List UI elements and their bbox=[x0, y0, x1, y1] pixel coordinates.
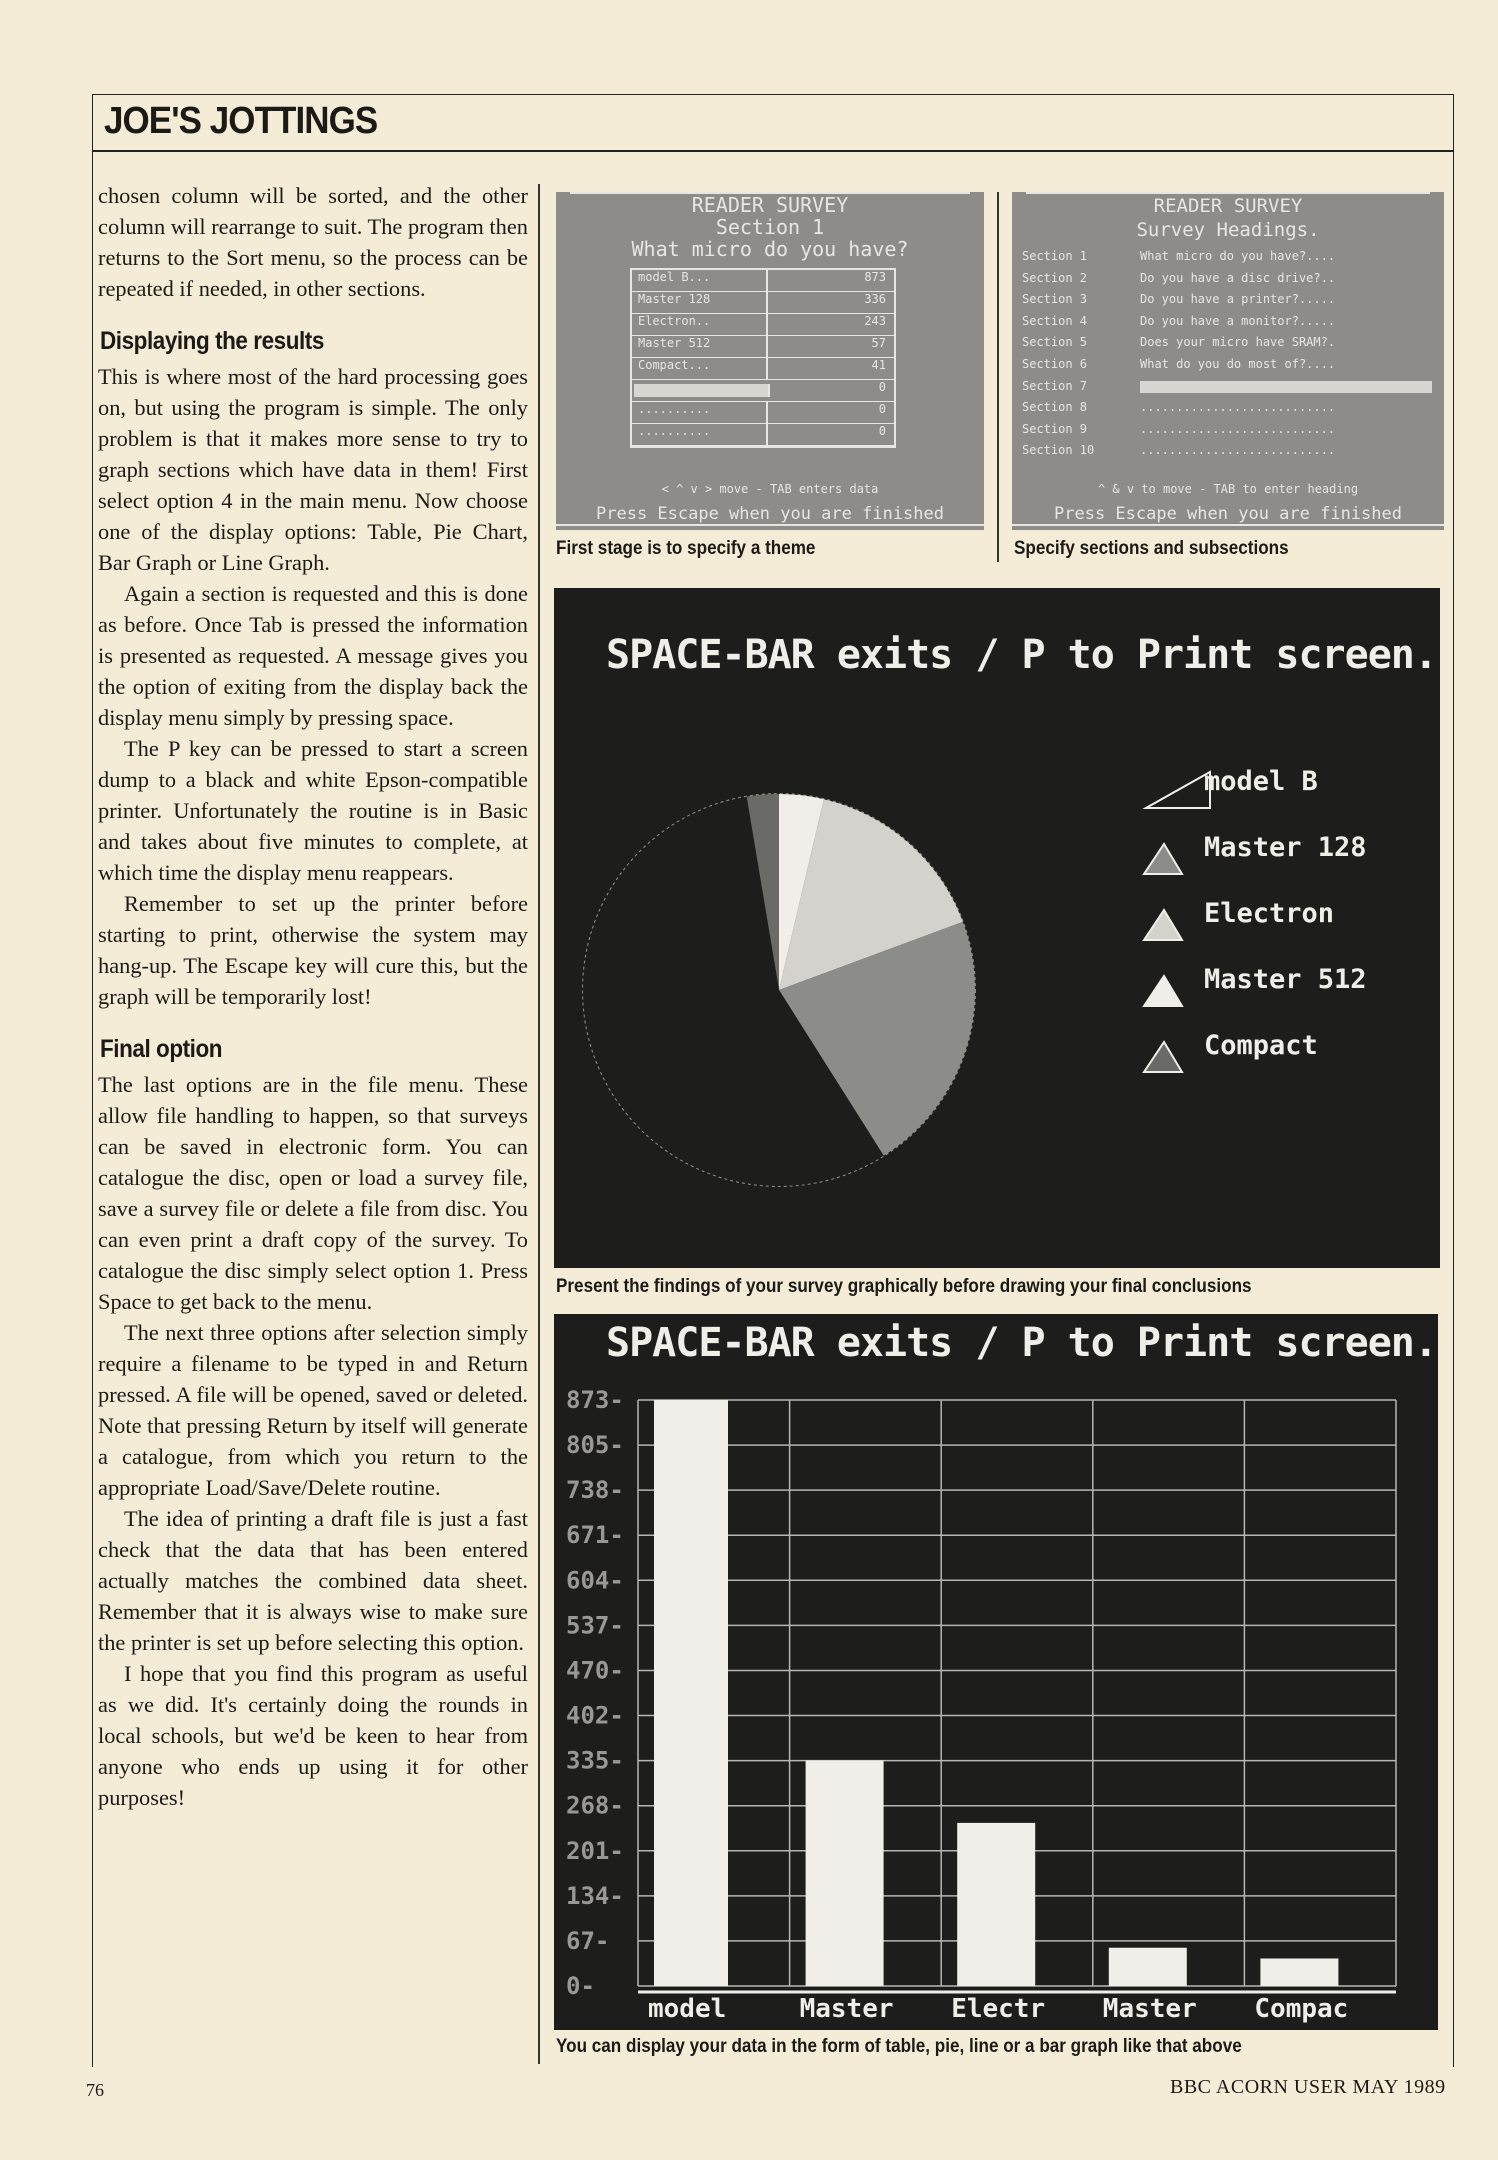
legend-label: Master 512 bbox=[1204, 964, 1367, 995]
x-tick-label: model bbox=[648, 1994, 727, 2024]
y-tick-label: 738- bbox=[566, 1476, 624, 1505]
y-tick-label: 134- bbox=[566, 1881, 624, 1910]
bar bbox=[957, 1823, 1035, 1986]
section-text: What micro do you have?.... bbox=[1140, 249, 1336, 263]
section-text: ........................... bbox=[1140, 443, 1336, 458]
screen-footer: Press Escape when you are finished bbox=[1012, 504, 1444, 526]
screen-subtitle: Section 1 bbox=[715, 215, 825, 239]
section-label: Section 6 bbox=[1022, 356, 1088, 371]
row-value: 41 bbox=[871, 358, 886, 372]
list-item bbox=[1022, 354, 1440, 376]
row-label: Master 512 bbox=[632, 336, 768, 357]
row-value: 243 bbox=[864, 314, 886, 328]
section-label: Section 8 bbox=[1022, 400, 1088, 415]
paragraph: The next three options after selection simply require a filename to be typed in and Return pressed. A file will be opened, saved or deleted. Note that pressing Return by itself will generate a catalogue, from which you return to the appropriate Load/Save/Delete routine. bbox=[98, 1320, 528, 1500]
page-title: JOE'S JOTTINGS bbox=[104, 100, 378, 142]
pie-heading: SPACE-BAR exits / P to Print screen. bbox=[606, 632, 1437, 678]
screen-question: What micro do you have? bbox=[631, 237, 909, 261]
list-item bbox=[1022, 246, 1440, 268]
caption: First stage is to specify a theme bbox=[556, 538, 816, 559]
legend-swatch bbox=[1144, 976, 1182, 1006]
bar-chart bbox=[554, 1314, 1438, 2030]
legend-label: Master 128 bbox=[1204, 832, 1367, 863]
list-item bbox=[1022, 397, 1440, 419]
magazine-footer: BBC ACORN USER MAY 1989 bbox=[1170, 2076, 1446, 2098]
caption: Specify sections and subsections bbox=[1014, 538, 1289, 559]
pie-chart-screen bbox=[554, 588, 1440, 1268]
section-label: Section 7 bbox=[1022, 378, 1088, 393]
section-label: Section 3 bbox=[1022, 292, 1088, 307]
x-tick-label: Master bbox=[1102, 1994, 1197, 2024]
section-label: Section 5 bbox=[1022, 335, 1088, 350]
list-item bbox=[1022, 268, 1440, 290]
screen-help: ^ & v to move - TAB to enter heading bbox=[1097, 482, 1359, 496]
bar bbox=[806, 1760, 884, 1986]
x-tick-label: Electr bbox=[951, 1994, 1046, 2024]
bar bbox=[1260, 1958, 1338, 1986]
row-label: .......... bbox=[632, 402, 768, 423]
table-row bbox=[632, 314, 894, 336]
section-text: Do you have a printer?..... bbox=[1140, 292, 1336, 307]
table-row bbox=[632, 336, 894, 358]
x-tick-label: Master bbox=[799, 1994, 894, 2024]
y-tick-label: 0- bbox=[566, 1972, 595, 2000]
subheading: Final option bbox=[100, 1035, 223, 1063]
screen-title: READER SURVEY bbox=[570, 192, 970, 216]
section-text: ........................... bbox=[1140, 400, 1336, 415]
paragraph: I hope that you find this program as useful as we did. It's certainly doing the rounds in local schools, but we'd be keen to hear from anyone who ends up using it for other purposes! bbox=[98, 1661, 528, 1810]
y-tick-label: 805- bbox=[566, 1431, 624, 1460]
legend-swatch bbox=[1146, 772, 1210, 808]
section-text: Does your micro have SRAM?. bbox=[1140, 335, 1336, 350]
caption: Present the findings of your survey graphically before drawing your final conclusions bbox=[556, 1276, 1252, 1297]
list-item bbox=[1022, 332, 1440, 354]
header-rule bbox=[92, 150, 1454, 152]
paragraph: This is where most of the hard processing goes on, but using the program is simple. The only problem is that it makes more sense to try to graph sections which have data in them! First select option 4 in the main menu. Now choose one of the display options: Table, Pie Chart, Bar Graph or Line Graph. bbox=[98, 364, 528, 575]
section-text: What do you do most of?.... bbox=[1140, 356, 1336, 371]
row-value: 0 bbox=[878, 402, 886, 416]
section-text: Do you have a disc drive?.. bbox=[1140, 270, 1336, 285]
section-label: Section 10 bbox=[1022, 443, 1095, 458]
section-text: Do you have a monitor?..... bbox=[1140, 313, 1336, 328]
survey-section-screen bbox=[556, 192, 984, 530]
list-item bbox=[1022, 440, 1440, 462]
table-row bbox=[632, 292, 894, 314]
figure-divider bbox=[997, 192, 999, 562]
list-item bbox=[1022, 311, 1440, 333]
section-label: Section 1 bbox=[1022, 249, 1088, 263]
table-row bbox=[632, 358, 894, 380]
screen-help: < ^ v > move - TAB enters data bbox=[661, 482, 879, 496]
row-label: Master 128 bbox=[632, 292, 768, 313]
legend-label: Electron bbox=[1204, 898, 1335, 929]
survey-table bbox=[630, 268, 896, 448]
y-tick-label: 873- bbox=[566, 1386, 624, 1414]
section-text: ........................... bbox=[1140, 421, 1336, 436]
pie-chart bbox=[554, 588, 1440, 1268]
paragraph: The idea of printing a draft file is just a fast check that the data that has been entered actually matches the combined data sheet. Remember that it is always wise to make sure the printer is set up before selecting this option. bbox=[98, 1506, 528, 1655]
y-tick-label: 604- bbox=[566, 1566, 624, 1595]
survey-headings-screen bbox=[1012, 192, 1444, 530]
legend-label: Compact bbox=[1204, 1030, 1318, 1061]
legend-swatch bbox=[1144, 910, 1182, 940]
bar-heading: SPACE-BAR exits / P to Print screen. bbox=[606, 1320, 1437, 1366]
bar bbox=[1109, 1948, 1187, 1986]
row-value: 0 bbox=[878, 380, 886, 394]
table-row bbox=[632, 424, 894, 446]
caption: You can display your data in the form of table, pie, line or a bar graph like that above bbox=[556, 2036, 1242, 2057]
y-tick-label: 201- bbox=[566, 1836, 624, 1865]
screen-subtitle: Survey Headings. bbox=[1136, 219, 1320, 241]
page-number: 76 bbox=[86, 2080, 104, 2100]
headings-list bbox=[1022, 246, 1440, 462]
y-tick-label: 470- bbox=[566, 1656, 624, 1685]
row-label: .......... bbox=[632, 424, 768, 445]
list-item bbox=[1022, 289, 1440, 311]
y-tick-label: 402- bbox=[566, 1701, 624, 1730]
row-value: 336 bbox=[864, 292, 886, 306]
paragraph: chosen column will be sorted, and the other column will rearrange to suit. The program then returns to the Sort menu, so the process can be repeated if needed, in other sections. bbox=[98, 183, 528, 301]
paragraph: The P key can be pressed to start a screen dump to a black and white Epson-compatible printer. Unfortunately the routine is in Basic and takes about five minutes to complete, at which time the display menu reappears. bbox=[98, 736, 528, 885]
section-label: Section 2 bbox=[1022, 270, 1088, 285]
y-tick-label: 335- bbox=[566, 1746, 624, 1775]
table-row bbox=[632, 270, 894, 292]
subheading: Displaying the results bbox=[100, 327, 324, 355]
bar bbox=[654, 1400, 728, 1986]
x-tick-label: Compac bbox=[1254, 1994, 1349, 2024]
table-row bbox=[632, 402, 894, 424]
table-row bbox=[632, 380, 894, 402]
y-tick-label: 268- bbox=[566, 1791, 624, 1820]
section-label: Section 4 bbox=[1022, 313, 1088, 328]
section-label: Section 9 bbox=[1022, 421, 1088, 436]
paragraph: Again a section is requested and this is done as before. Once Tab is pressed the information is presented as requested. A message gives you the option of exiting from the display back the display menu simply by pressing space. bbox=[98, 581, 528, 730]
row-value: 0 bbox=[878, 424, 886, 438]
bar-chart-screen bbox=[554, 1314, 1438, 2030]
list-item bbox=[1022, 376, 1440, 398]
legend-swatch bbox=[1144, 844, 1182, 874]
row-value: 873 bbox=[864, 270, 886, 284]
row-label: model B... bbox=[632, 270, 768, 291]
row-label bbox=[634, 384, 770, 397]
legend-label: model B bbox=[1204, 766, 1318, 797]
y-tick-label: 671- bbox=[566, 1521, 624, 1550]
row-label: Electron.. bbox=[632, 314, 768, 335]
legend-swatch bbox=[1144, 1042, 1182, 1072]
y-tick-label: 67- bbox=[566, 1926, 610, 1955]
row-value: 57 bbox=[871, 336, 886, 350]
paragraph: Remember to set up the printer before starting to print, otherwise the system may hang-up. The Escape key will cure this, but the graph will be temporarily lost! bbox=[98, 891, 528, 1009]
paragraph: The last options are in the file menu. These allow file handling to happen, so that surveys can be saved in electronic form. You can catalogue the disc, open or load a survey file, save a survey file or delete a file from disc. You can even print a draft copy of the survey. To catalogue the disc simply select option 1. Press Space to get back to the menu. bbox=[98, 1072, 528, 1314]
y-tick-label: 537- bbox=[566, 1611, 624, 1640]
section-text bbox=[1140, 381, 1432, 393]
row-label: Compact... bbox=[632, 358, 768, 379]
article-column bbox=[98, 180, 528, 1813]
screen-footer: Press Escape when you are finished bbox=[556, 504, 984, 526]
list-item bbox=[1022, 419, 1440, 441]
column-divider bbox=[538, 184, 540, 2064]
screen-title: READER SURVEY bbox=[1026, 192, 1430, 218]
